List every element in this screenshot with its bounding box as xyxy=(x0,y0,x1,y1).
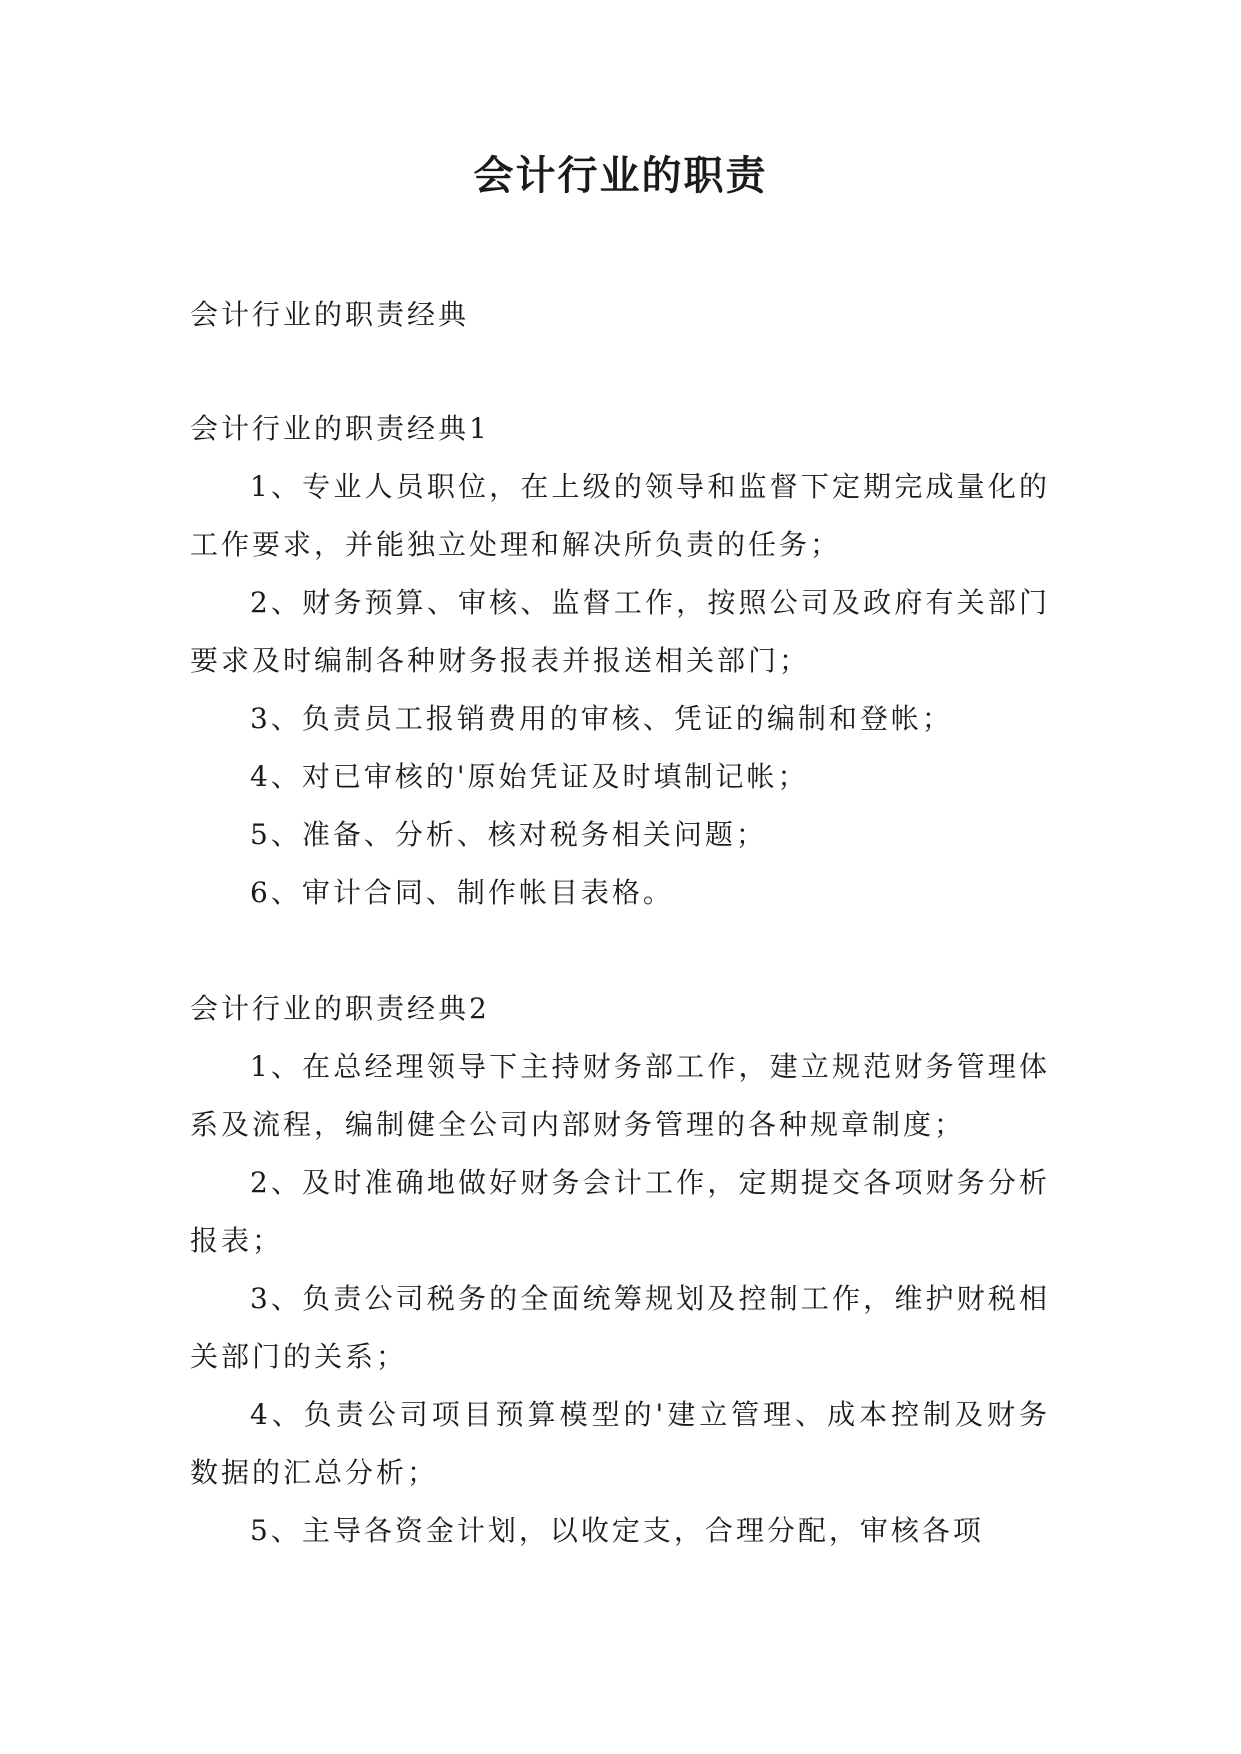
section-1-item-2: 2、财务预算、审核、监督工作，按照公司及政府有关部门要求及时编制各种财务报表并报送相关部门； xyxy=(190,586,1050,677)
section-heading-1: 会计行业的职责经典1 xyxy=(190,412,490,445)
section-2-item-3: 3、负责公司税务的全面统筹规划及控制工作，维护财税相关部门的关系； xyxy=(190,1282,1050,1373)
section-heading-2: 会计行业的职责经典2 xyxy=(190,992,490,1025)
document-subtitle: 会计行业的职责经典 xyxy=(190,298,470,331)
section-1-item-5: 5、准备、分析、核对税务相关问题； xyxy=(250,818,767,851)
spacer xyxy=(190,922,1050,980)
section-1-item-4: 4、对已审核的'原始凭证及时填制记帐； xyxy=(250,760,809,793)
section-1-item-6: 6、审计合同、制作帐目表格。 xyxy=(250,876,674,909)
document-title: 会计行业的职责 xyxy=(473,152,768,199)
section-2-item-1: 1、在总经理领导下主持财务部工作，建立规范财务管理体系及流程，编制健全公司内部财务管理的各种规章制度； xyxy=(190,1050,1050,1141)
section-2-item-4: 4、负责公司项目预算模型的'建立管理、成本控制及财务数据的汇总分析； xyxy=(190,1398,1050,1489)
section-1-item-1: 1、专业人员职位，在上级的领导和监督下定期完成量化的工作要求，并能独立处理和解决所负责的任务； xyxy=(190,470,1050,561)
section-2-item-2: 2、及时准确地做好财务会计工作，定期提交各项财务分析报表； xyxy=(190,1166,1050,1257)
section-1-item-3: 3、负责员工报销费用的审核、凭证的编制和登帐； xyxy=(250,702,953,735)
spacer xyxy=(190,344,1050,400)
section-2-item-5: 5、主导各资金计划，以收定支，合理分配，审核各项 xyxy=(250,1514,984,1547)
document-body xyxy=(190,286,1050,1560)
